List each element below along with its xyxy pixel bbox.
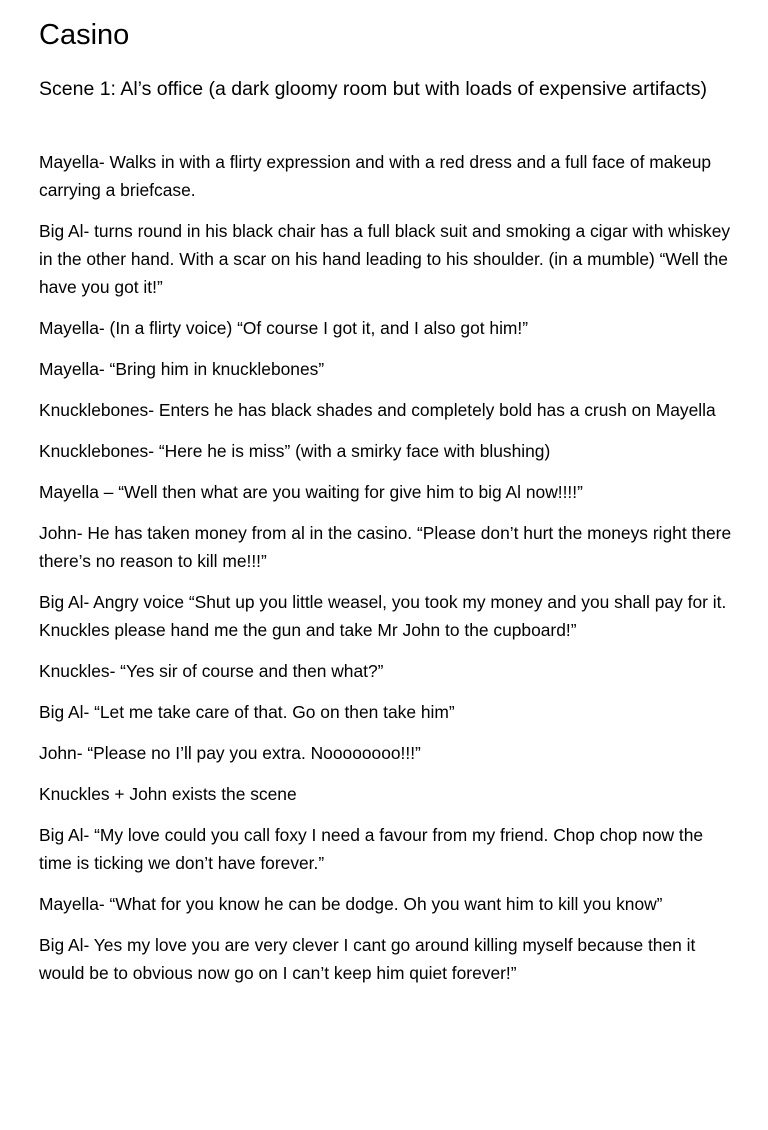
script-paragraph: Mayella- “What for you know he can be dodge. Oh you want him to kill you know” xyxy=(39,894,663,914)
script-paragraph: Big Al- Yes my love you are very clever I cant go around killing myself because then it would be to obvious now go on I can’t keep him quiet forever!” xyxy=(39,935,696,983)
script-paragraph: Mayella- Walks in with a flirty expression and with a red dress and a full face of makeup carrying a briefcase. xyxy=(39,152,712,200)
script-paragraph: Mayella- (In a flirty voice) “Of course I got it, and I also got him!” xyxy=(39,318,529,338)
document-title: Casino xyxy=(39,19,130,51)
script-body xyxy=(39,148,739,1000)
script-paragraph: Big Al- “Let me take care of that. Go on then take him” xyxy=(39,702,455,722)
script-paragraph: John- He has taken money from al in the casino. “Please don’t hurt the moneys right there there’s no reason to kill me!!!” xyxy=(39,523,732,571)
script-paragraph: Mayella – “Well then what are you waiting for give him to big Al now!!!!” xyxy=(39,482,583,502)
script-paragraph: Knuckles + John exists the scene xyxy=(39,784,297,804)
script-paragraph: Big Al- turns round in his black chair has a full black suit and smoking a cigar with whiskey in the other hand. With a scar on his hand leading to his shoulder. (in a mumble) “Well the have you got it!” xyxy=(39,221,731,297)
script-paragraph: Mayella- “Bring him in knucklebones” xyxy=(39,359,325,379)
scene-heading: Scene 1: Al’s office (a dark gloomy room but with loads of expensive artifacts) xyxy=(39,78,708,100)
script-paragraph: Knucklebones- Enters he has black shades and completely bold has a crush on Mayella xyxy=(39,400,716,420)
script-paragraph: Big Al- “My love could you call foxy I need a favour from my friend. Chop chop now the time is ticking we don’t have forever.” xyxy=(39,825,704,873)
script-paragraph: Big Al- Angry voice “Shut up you little weasel, you took my money and you shall pay for it. Knuckles please hand me the gun and take Mr John to the cupboard!” xyxy=(39,592,727,640)
script-paragraph: Knucklebones- “Here he is miss” (with a smirky face with blushing) xyxy=(39,441,551,461)
script-paragraph: John- “Please no I’ll pay you extra. Noooooooo!!!” xyxy=(39,743,421,763)
script-paragraph: Knuckles- “Yes sir of course and then what?” xyxy=(39,661,384,681)
